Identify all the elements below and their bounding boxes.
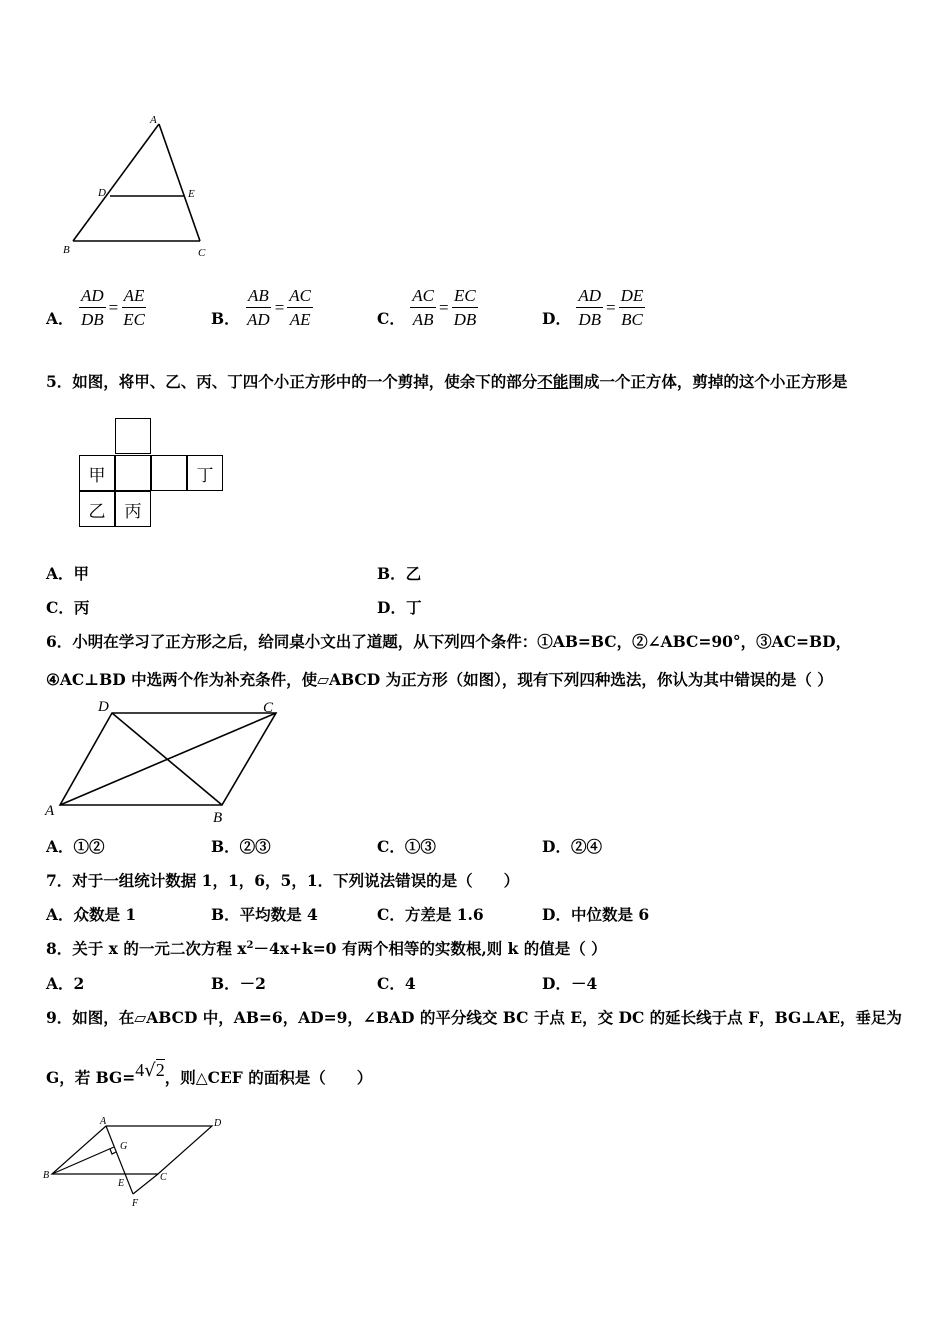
q5-option-a[interactable]: A．甲 bbox=[46, 564, 90, 583]
fraction: $\frac{AE}{EC}$ bbox=[123, 286, 145, 329]
q4-side-ac bbox=[159, 124, 200, 241]
q7-option-a[interactable]: A．众数是 1 bbox=[46, 905, 137, 924]
fraction: $\frac{DE}{BC}$ bbox=[620, 286, 644, 329]
q9-perpendicular-bg bbox=[52, 1147, 114, 1174]
q9-question-line2: G，若 BG=4√2，则△CEF 的面积是（ ） bbox=[46, 1060, 373, 1087]
net-cell-jia: 甲 bbox=[79, 455, 115, 491]
net-cell-yi: 乙 bbox=[79, 491, 115, 527]
fraction: $\frac{AC}{AE}$ bbox=[289, 286, 312, 329]
q9-question-line1: 9．如图，在▱ABCD 中，AB=6，AD=9，∠BAD 的平分线交 BC 于点 E，交 DC 的延长线于点 F，BG⊥AE，垂足为 bbox=[46, 1008, 902, 1027]
q5-option-b[interactable]: B．乙 bbox=[377, 564, 422, 583]
q5-cube-net-figure bbox=[79, 418, 223, 528]
q9-label-a: A bbox=[100, 1116, 107, 1127]
q4-label-e: E bbox=[188, 188, 195, 200]
q6-option-c[interactable]: C．①③ bbox=[377, 837, 436, 856]
q6-parallelogram-figure bbox=[40, 695, 290, 825]
q4-option-d[interactable]: D． $\frac{AD}{DB}$ = $\frac{DE}{BC}$ bbox=[542, 286, 644, 329]
q6-question-line1: 6．小明在学习了正方形之后，给同桌小文出了道题，从下列四个条件：①AB=BC，②∠ABC=90°，③AC=BD， bbox=[46, 632, 852, 651]
q4-label-c: C bbox=[198, 247, 206, 259]
q6-option-b[interactable]: B．②③ bbox=[211, 837, 271, 856]
q4-option-c[interactable]: C． $\frac{AC}{AB}$ = $\frac{EC}{DB}$ bbox=[377, 286, 477, 329]
q6-label-d: D bbox=[98, 699, 109, 715]
q4-option-b[interactable]: B． $\frac{AB}{AD}$ = $\frac{AC}{AE}$ bbox=[211, 286, 312, 329]
q6-diagonal-bd bbox=[112, 713, 222, 805]
fraction: $\frac{AD}{DB}$ bbox=[80, 286, 104, 329]
q4-label-a: A bbox=[150, 114, 157, 126]
q6-option-d[interactable]: D．②④ bbox=[542, 837, 602, 856]
q4-option-a[interactable]: A． $\frac{AD}{DB}$ = $\frac{AE}{EC}$ bbox=[46, 286, 145, 329]
q6-label-a: A bbox=[45, 803, 55, 819]
q7-question-text: 7．对于一组统计数据 1，1，6，5，1．下列说法错误的是（ ） bbox=[46, 871, 520, 890]
q9-parallelogram-figure bbox=[40, 1112, 240, 1212]
q9-label-g: G bbox=[120, 1141, 128, 1152]
q7-option-c[interactable]: C．方差是 1.6 bbox=[377, 905, 484, 924]
net-cell-center bbox=[115, 455, 151, 491]
q4-triangle-figure bbox=[55, 110, 225, 265]
q9-extension-cf bbox=[133, 1174, 158, 1194]
bg-value: 4√2 bbox=[135, 1060, 165, 1081]
q9-label-d: D bbox=[214, 1118, 222, 1129]
q8-option-a[interactable]: A．2 bbox=[46, 974, 85, 993]
q8-option-d[interactable]: D．－4 bbox=[542, 974, 598, 993]
q6-label-b: B bbox=[213, 810, 223, 825]
net-cell-bing: 丙 bbox=[115, 491, 151, 527]
q5-question-text: 5．如图，将甲、乙、丙、丁四个小正方形中的一个剪掉，使余下的部分不能围成一个正方体，剪掉的这个小正方形是 bbox=[46, 372, 848, 391]
q9-label-f: F bbox=[132, 1198, 139, 1209]
fraction: $\frac{AD}{DB}$ bbox=[578, 286, 602, 329]
q7-option-d[interactable]: D．中位数是 6 bbox=[542, 905, 650, 924]
q6-label-c: C bbox=[263, 700, 274, 716]
q8-option-b[interactable]: B．－2 bbox=[211, 974, 266, 993]
q9-parallelogram bbox=[52, 1126, 212, 1174]
q8-question-text: 8．关于 x 的一元二次方程 $x^2-4x+k=0$ 有两个相等的实数根,则 k 的值是（ ） bbox=[46, 939, 607, 958]
q4-side-ab bbox=[73, 124, 159, 241]
q8-option-c[interactable]: C．4 bbox=[377, 974, 416, 993]
net-cell-ding: 丁 bbox=[187, 455, 223, 491]
q4-label-d: D bbox=[98, 187, 106, 199]
q9-label-e: E bbox=[118, 1178, 125, 1189]
q5-option-d[interactable]: D．丁 bbox=[377, 598, 422, 617]
net-cell-right bbox=[151, 455, 187, 491]
q9-label-b: B bbox=[43, 1170, 50, 1181]
fraction: $\frac{AB}{AD}$ bbox=[247, 286, 270, 329]
fraction: $\frac{AC}{AB}$ bbox=[412, 286, 434, 329]
q6-option-a[interactable]: A．①② bbox=[46, 837, 105, 856]
q9-label-c: C bbox=[160, 1172, 167, 1183]
q5-option-c[interactable]: C．丙 bbox=[46, 598, 90, 617]
net-cell-top bbox=[115, 418, 151, 454]
q6-question-line2: ④AC⊥BD 中选两个作为补充条件，使▱ABCD 为正方形（如图），现有下列四种选法，你认为其中错误的是（ ） bbox=[46, 670, 833, 689]
q4-label-b: B bbox=[63, 244, 70, 256]
fraction: $\frac{EC}{DB}$ bbox=[453, 286, 477, 329]
q7-option-b[interactable]: B．平均数是 4 bbox=[211, 905, 318, 924]
